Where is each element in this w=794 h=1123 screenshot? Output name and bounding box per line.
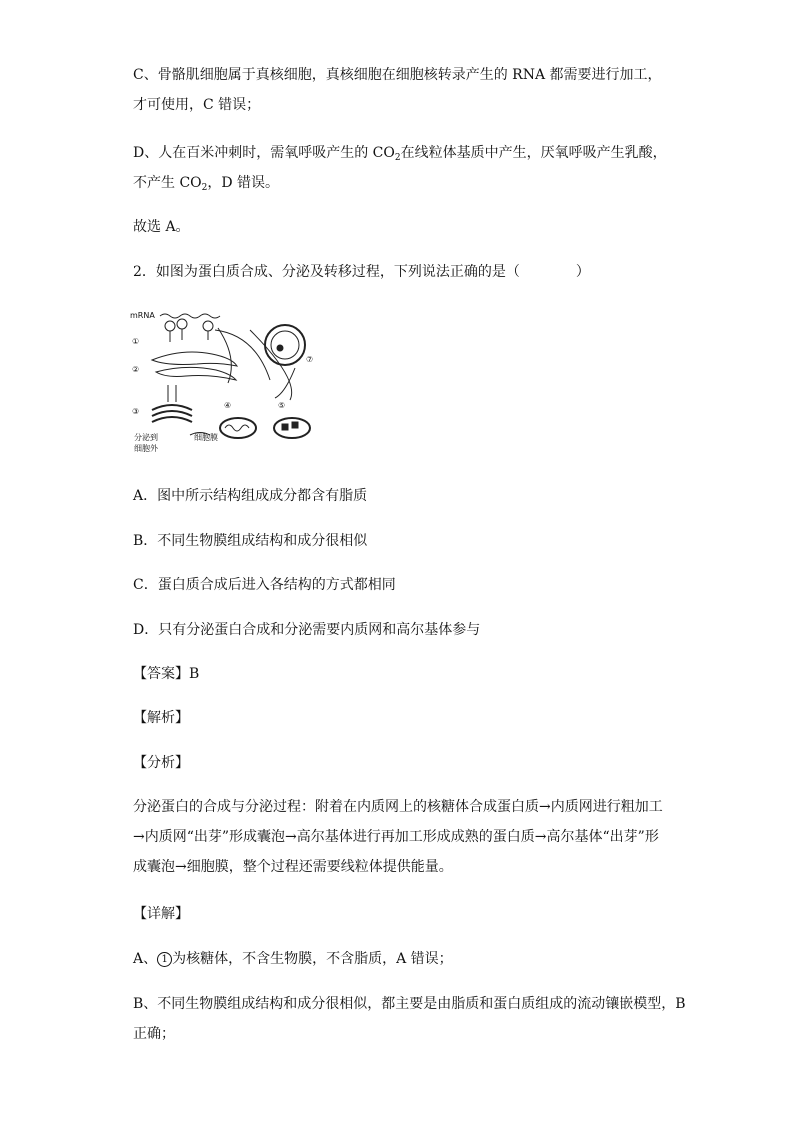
label-membrane: 细胞膜 (194, 433, 218, 442)
label-secrete: 分泌到 (134, 433, 158, 442)
text-line: 故选 A。 (133, 219, 190, 235)
explanation-c (133, 60, 673, 120)
label-4: ④ (224, 401, 232, 410)
answer-text: 【答案】B (133, 666, 200, 682)
text-seg: 在线粒体基质中产生，厌氧呼吸产生乳酸， (400, 145, 667, 161)
detail-heading (133, 899, 673, 929)
text-seg: D、人在百米冲刺时，需氧呼吸产生的 CO (133, 145, 395, 161)
detail-b (133, 989, 686, 1049)
heading-text: 【解析】 (133, 710, 189, 726)
conclusion (133, 212, 673, 242)
text-seg: A、 (133, 951, 158, 967)
heading-text: 【分析】 (133, 755, 189, 771)
option-a (133, 481, 673, 511)
label-mrna: mRNA (130, 311, 155, 320)
explanation-d (133, 138, 673, 198)
label-5: ⑤ (278, 401, 286, 410)
option-text: A．图中所示结构组成成分都含有脂质 (133, 488, 368, 504)
mrna-strand (160, 314, 220, 318)
subscript: 2 (201, 183, 208, 193)
text-line: 分泌蛋白的合成与分泌过程：附着在内质网上的核糖体合成蛋白质→内质网进行粗加工 (133, 799, 663, 815)
label-1: ① (132, 337, 140, 346)
label-2: ② (132, 365, 140, 374)
fenxi-heading (133, 748, 673, 778)
option-text: D．只有分泌蛋白合成和分泌需要内质网和高尔基体参与 (133, 622, 481, 638)
text-line (133, 168, 673, 198)
text-seg: 不产生 CO (133, 175, 202, 191)
analysis-heading (133, 703, 673, 733)
circled-number: 1 (157, 952, 172, 967)
text-line (133, 944, 673, 974)
subscript: 2 (394, 153, 401, 163)
heading-text: 【详解】 (133, 906, 189, 922)
text-line: 正确； (133, 1026, 175, 1042)
label-outside: 细胞外 (134, 444, 158, 453)
option-b (133, 526, 673, 556)
text-seg: 为核糖体，不含生物膜，不含脂质，A 错误； (172, 951, 453, 967)
option-d (133, 615, 673, 645)
text-line: 成囊泡→细胞膜，整个过程还需要线粒体提供能量。 (133, 859, 453, 875)
option-c (133, 570, 673, 600)
question-2 (133, 257, 673, 287)
label-7: ⑦ (306, 355, 314, 364)
option-text: B．不同生物膜组成结构和成分很相似 (133, 533, 368, 549)
protein-secretion-figure (130, 300, 320, 455)
question-stem: 2．如图为蛋白质合成、分泌及转移过程，下列说法正确的是（ ） (133, 264, 590, 280)
text-line: 才可使用，C 错误； (133, 97, 261, 113)
text-line: C、骨骼肌细胞属于真核细胞，真核细胞在细胞核转录产生的 RNA 都需要进行加工， (133, 67, 662, 83)
text-line (133, 138, 673, 168)
text-seg: ，D 错误。 (207, 175, 280, 191)
answer (133, 659, 673, 689)
detail-a (133, 944, 673, 974)
option-text: C．蛋白质合成后进入各结构的方式都相同 (133, 577, 396, 593)
label-3: ③ (132, 407, 140, 416)
analysis-body (133, 792, 673, 882)
text-line: B、不同生物膜组成结构和成分很相似，都主要是由脂质和蛋白质组成的流动镶嵌模型，B (133, 996, 686, 1012)
text-line: →内质网“出芽”形成囊泡→高尔基体进行再加工形成成熟的蛋白质→高尔基体“出芽”形 (133, 829, 659, 845)
er-shape (152, 352, 237, 366)
